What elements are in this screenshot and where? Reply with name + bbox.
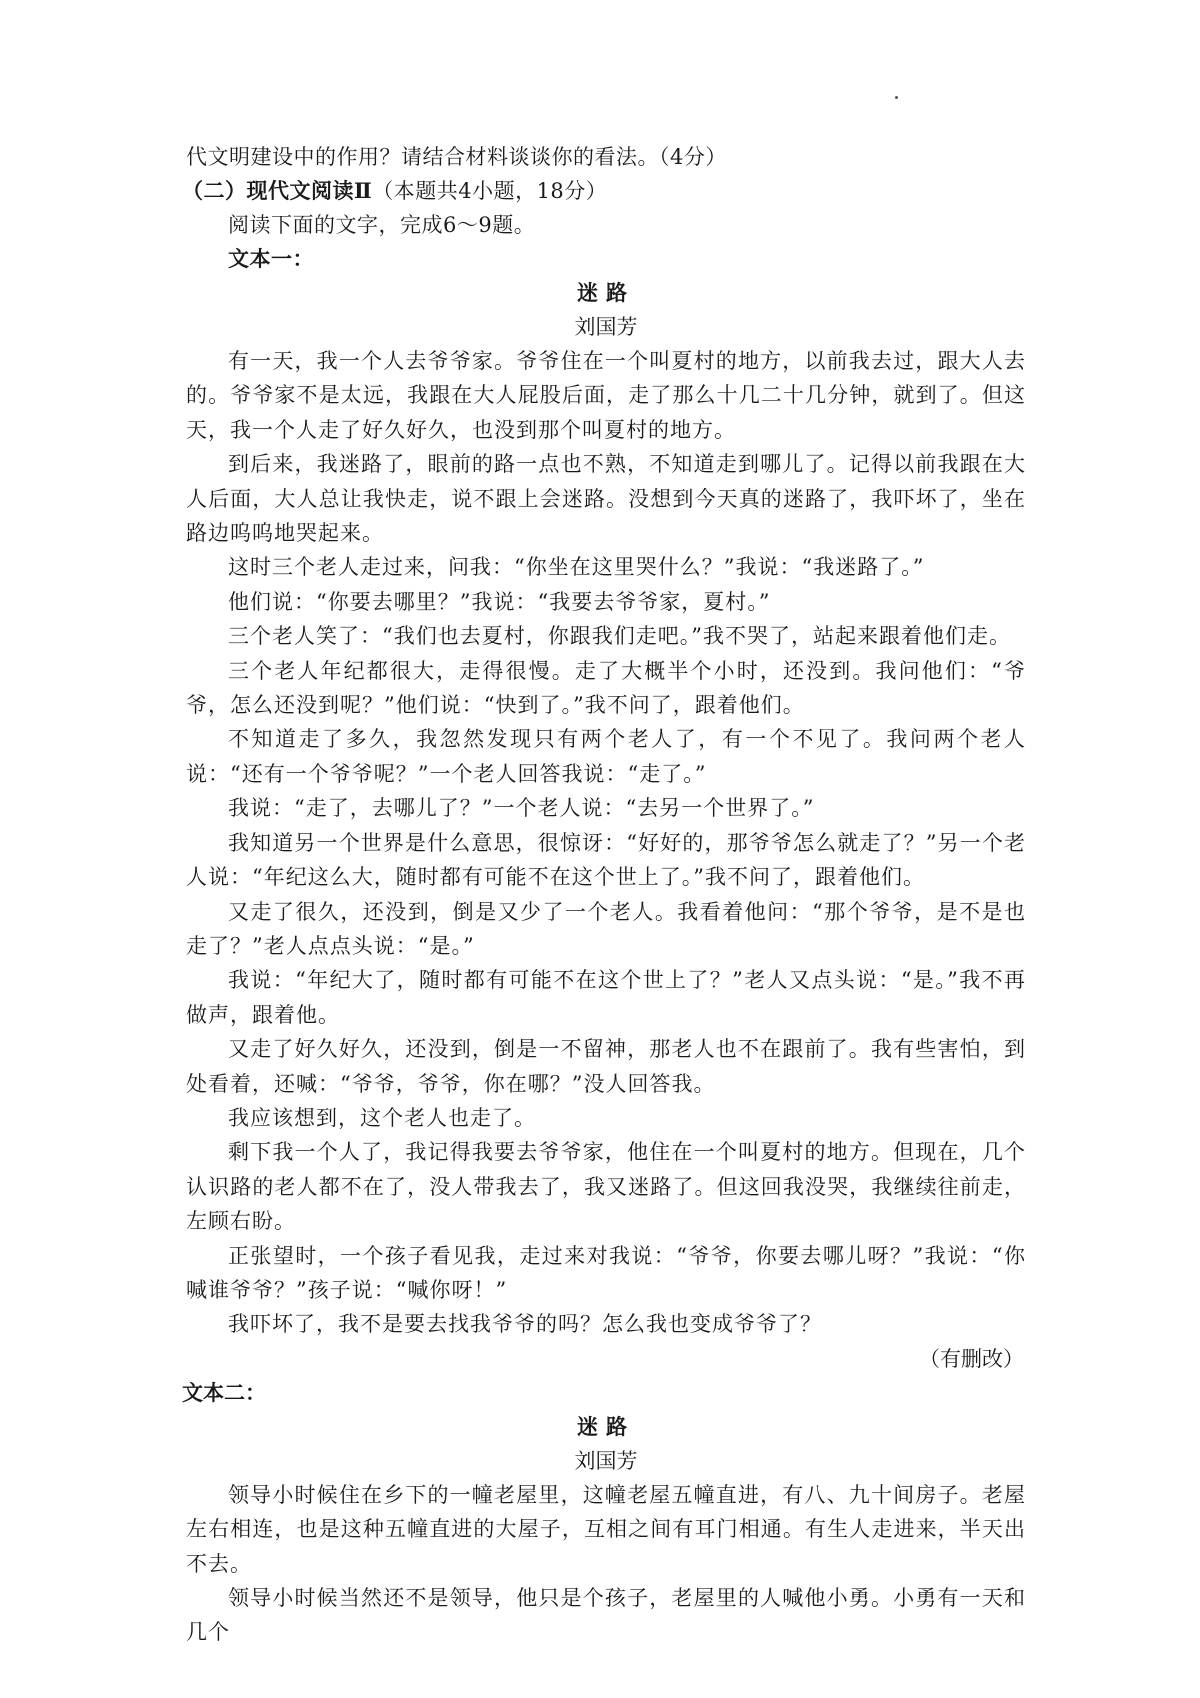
text1-body	[186, 344, 1026, 1342]
continued-question-line: 代文明建设中的作用？请结合材料谈谈你的看法。（4分）	[186, 145, 727, 169]
section-heading-bold: （二）现代文阅读Ⅱ	[182, 178, 373, 203]
text1-paragraph: 剩下我一个人了，我记得我要去爷爷家，他住在一个叫夏村的地方。但现在，几个认识路的老人都不在了，没人带我去了，我又迷路了。但这回我没哭，我继续往前走，左顾右盼。	[186, 1140, 1026, 1234]
text2-label: 文本二：	[182, 1379, 266, 1405]
text1-paragraph: 三个老人年纪都很大，走得很慢。走了大概半个小时，还没到。我问他们：“爷爷，怎么还没到呢？”他们说：“快到了。”我不问了，跟着他们。	[186, 658, 1026, 718]
text1-paragraph: 正张望时，一个孩子看见我，走过来对我说：“爷爷，你要去哪儿呀？”我说：“你喊谁爷爷？”孩子说：“喊你呀！”	[186, 1243, 1026, 1302]
text2-body	[186, 1478, 1026, 1650]
text2-paragraph: 领导小时候当然还不是领导，他只是个孩子，老屋里的人喊他小勇。小勇有一天和几个	[186, 1586, 1026, 1645]
text1-paragraph: 这时三个老人走过来，问我：“你坐在这里哭什么？”我说：“我迷路了。”	[228, 555, 925, 580]
section-heading-rest: （本题共4小题，18分）	[372, 179, 608, 203]
text2-paragraph: 领导小时候住在乡下的一幢老屋里，这幢老屋五幢直进，有八、九十间房子。老屋左右相连，也是这种五幢直进的大屋子，互相之间有耳门相通。有生人走进来，半天出不去。	[186, 1482, 1026, 1576]
text1-paragraph: 又走了很久，还没到，倒是又少了一个老人。我看着他问：“那个爷爷，是不是也走了？”老人点点头说：“是。”	[186, 899, 1026, 958]
text2-title: 迷路	[577, 1413, 635, 1439]
text1-paragraph: 不知道走了多久，我忽然发现只有两个老人了，有一个不见了。我问两个老人说：“还有一个爷爷呢？”一个老人回答我说：“走了。”	[186, 727, 1026, 786]
instruction-line: 阅读下面的文字，完成6～9题。	[228, 213, 536, 237]
text1-author: 刘国芳	[574, 315, 638, 339]
text1-paragraph: 又走了好久好久，还没到，倒是一不留神，那老人也不在跟前了。我有些害怕，到处看着，还喊：“爷爷，爷爷，你在哪？”没人回答我。	[186, 1037, 1026, 1096]
text1-paragraph: 到后来，我迷路了，眼前的路一点也不熟，不知道走到哪儿了。记得以前我跟在大人后面，大人总让我快走，说不跟上会迷路。没想到今天真的迷路了，我吓坏了，坐在路边呜呜地哭起来。	[186, 452, 1026, 546]
text1-title: 迷路	[577, 280, 635, 305]
text1-label: 文本一：	[228, 246, 314, 271]
text1-paragraph: 我说：“年纪大了，随时都有可能不在这个世上了？”老人又点头说：“是。”我不再做声，跟着他。	[186, 968, 1026, 1027]
text2-author: 刘国芳	[574, 1448, 638, 1473]
text1-paragraph: 我说：“走了，去哪儿了？”一个老人说：“去另一个世界了。”	[228, 796, 815, 821]
text1-paragraph: 他们说：“你要去哪里？”我说：“我要去爷爷家，夏村。”	[228, 589, 771, 614]
document-content	[182, 140, 1026, 1650]
text1-note: （有删改）	[919, 1346, 1024, 1371]
scan-speck	[895, 96, 898, 99]
text1-paragraph: 我吓坏了，我不是要去找我爷爷的吗？怎么我也变成爷爷了？	[228, 1312, 822, 1337]
text1-paragraph: 我应该想到，这个老人也走了。	[228, 1105, 536, 1130]
text1-paragraph: 我知道另一个世界是什么意思，很惊讶：“好好的，那爷爷怎么就走了？”另一个老人说：“年纪这么大，随时都有可能不在这个世上了。”我不问了，跟着他们。	[186, 830, 1026, 890]
text1-paragraph: 三个老人笑了：“我们也去夏村，你跟我们走吧。”我不哭了，站起来跟着他们走。	[228, 624, 1011, 649]
section-heading	[182, 174, 1026, 208]
text1-paragraph: 有一天，我一个人去爷爷家。爷爷住在一个叫夏村的地方，以前我去过，跟大人去的。爷爷家不是太远，我跟在大人屁股后面，走了那么十几二十几分钟，就到了。但这天，我一个人走了好久好久，也没到那个叫夏村的地方。	[186, 349, 1026, 442]
